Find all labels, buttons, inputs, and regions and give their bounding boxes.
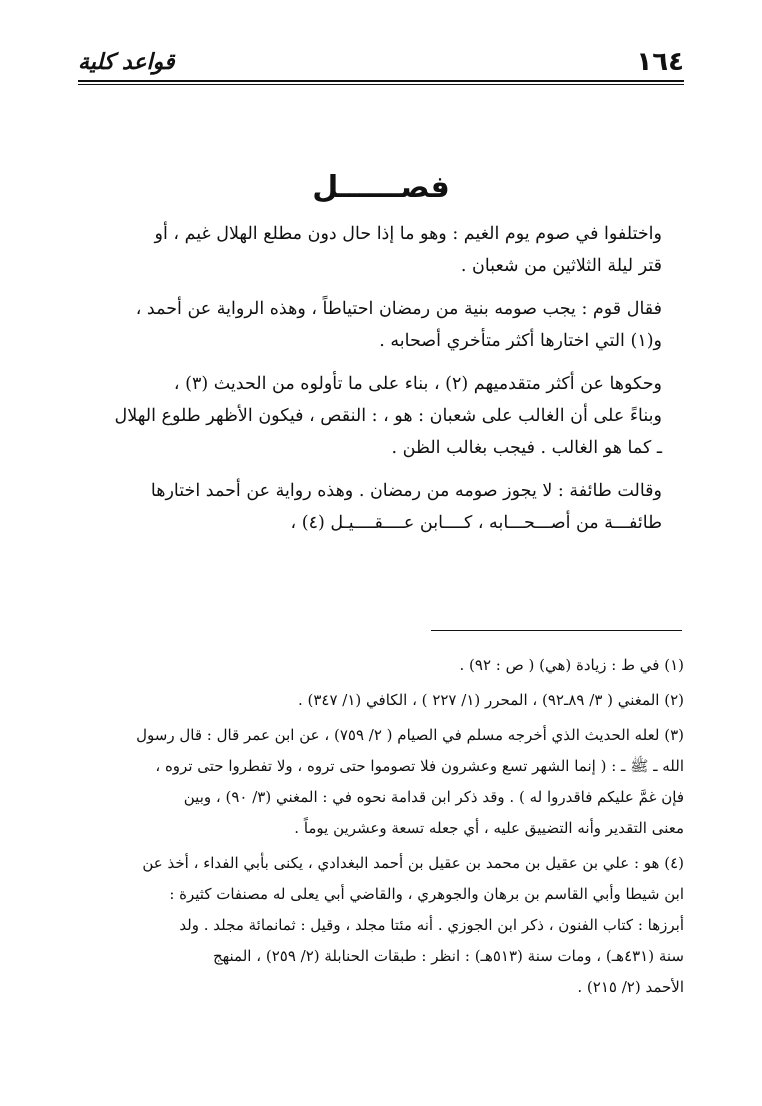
footnote-rule xyxy=(431,630,682,631)
footnote-line: معنى التقدير وأنه التضييق عليه ، أي جعله تسعة وعشرين يوماً . xyxy=(294,819,684,837)
paragraph xyxy=(78,218,684,282)
paragraph xyxy=(78,475,684,539)
text-line: قتر ليلة الثلاثين من شعبان . xyxy=(460,256,662,276)
footnote-line: (٢) المغني ( ٣/ ٨٩ـ٩٢) ، المحرر (١/ ٢٢٧ ) ، الكافي (١/ ٣٤٧) . xyxy=(297,691,684,709)
text-line: طائفـــة من أصـــحـــابه ، كــــابن عــــقــــيـل (٤) ، xyxy=(290,513,662,533)
page-header xyxy=(78,46,684,78)
footnote-line: الأحمد (٢/ ٢١٥) . xyxy=(577,978,684,996)
text-line: وقالت طائفة : لا يجوز صومه من رمضان . وهذه رواية عن أحمد اختارها xyxy=(150,481,662,501)
body-text xyxy=(78,218,684,550)
text-line: وحكوها عن أكثر متقدميهم (٢) ، بناء على ما تأولوه من الحديث (٣) ، xyxy=(173,374,662,394)
footnote-line: (١) في ط : زيادة (هي) ( ص : ٩٢) . xyxy=(459,656,684,674)
footnote-2 xyxy=(78,685,684,716)
text-line: و(١) التي اختارها أكثر متأخري أصحابه . xyxy=(379,331,662,351)
footnote-line: سنة (٤٣١هـ) ، ومات سنة (٥١٣هـ) : انظر : طبقات الحنابلة (٢/ ٢٥٩) ، المنهج xyxy=(212,947,684,965)
footnote-line: الله ـ ﷺ ـ : ( إنما الشهر تسع وعشرون فلا تصوموا حتى تروه ، ولا تفطروا حتى تروه ، xyxy=(155,757,684,775)
footnotes xyxy=(78,650,684,1007)
running-title: قواعد كلية xyxy=(78,49,175,75)
header-rule xyxy=(78,80,684,85)
paragraph xyxy=(78,293,684,357)
footnote-4 xyxy=(78,848,684,1003)
footnote-line: (٣) لعله الحديث الذي أخرجه مسلم في الصيام ( ٢/ ٧٥٩) ، عن ابن عمر قال : قال رسول xyxy=(136,726,684,744)
footnote-line: فإن غمَّ عليكم فاقدروا له ) . وقد ذكر ابن قدامة نحوه في : المغني (٣/ ٩٠) ، وبين xyxy=(183,788,684,806)
text-line: فقال قوم : يجب صومه بنية من رمضان احتياطاً ، وهذه الرواية عن أحمد ، xyxy=(135,299,662,319)
text-line: وبناءً على أن الغالب على شعبان : هو ، : النقص ، فيكون الأظهر طلوع الهلال xyxy=(114,406,662,426)
footnote-line: أبرزها : كتاب الفنون ، ذكر ابن الجوزي . أنه مئتا مجلد ، وقيل : ثمانمائة مجلد . ولد xyxy=(179,916,684,934)
footnote-line: ابن شيطا وأبي القاسم بن برهان والجوهري ، والقاضي أبي يعلى له مصنفات كثيرة : xyxy=(169,885,684,903)
footnote-1 xyxy=(78,650,684,681)
paragraph xyxy=(78,368,684,464)
text-line: واختلفوا في صوم يوم الغيم : وهو ما إذا حال دون مطلع الهلال غيم ، أو xyxy=(154,224,662,244)
footnote-3 xyxy=(78,720,684,844)
footnote-line: (٤) هو : علي بن عقيل بن محمد بن عقيل بن أحمد البغدادي ، يكنى بأبي الفداء ، أخذ عن xyxy=(142,854,684,872)
text-line: ـ كما هو الغالب . فيجب بغالب الظن . xyxy=(391,438,662,458)
chapter-title: فصــــــل xyxy=(312,170,450,205)
page-number: ١٦٤ xyxy=(636,47,684,77)
